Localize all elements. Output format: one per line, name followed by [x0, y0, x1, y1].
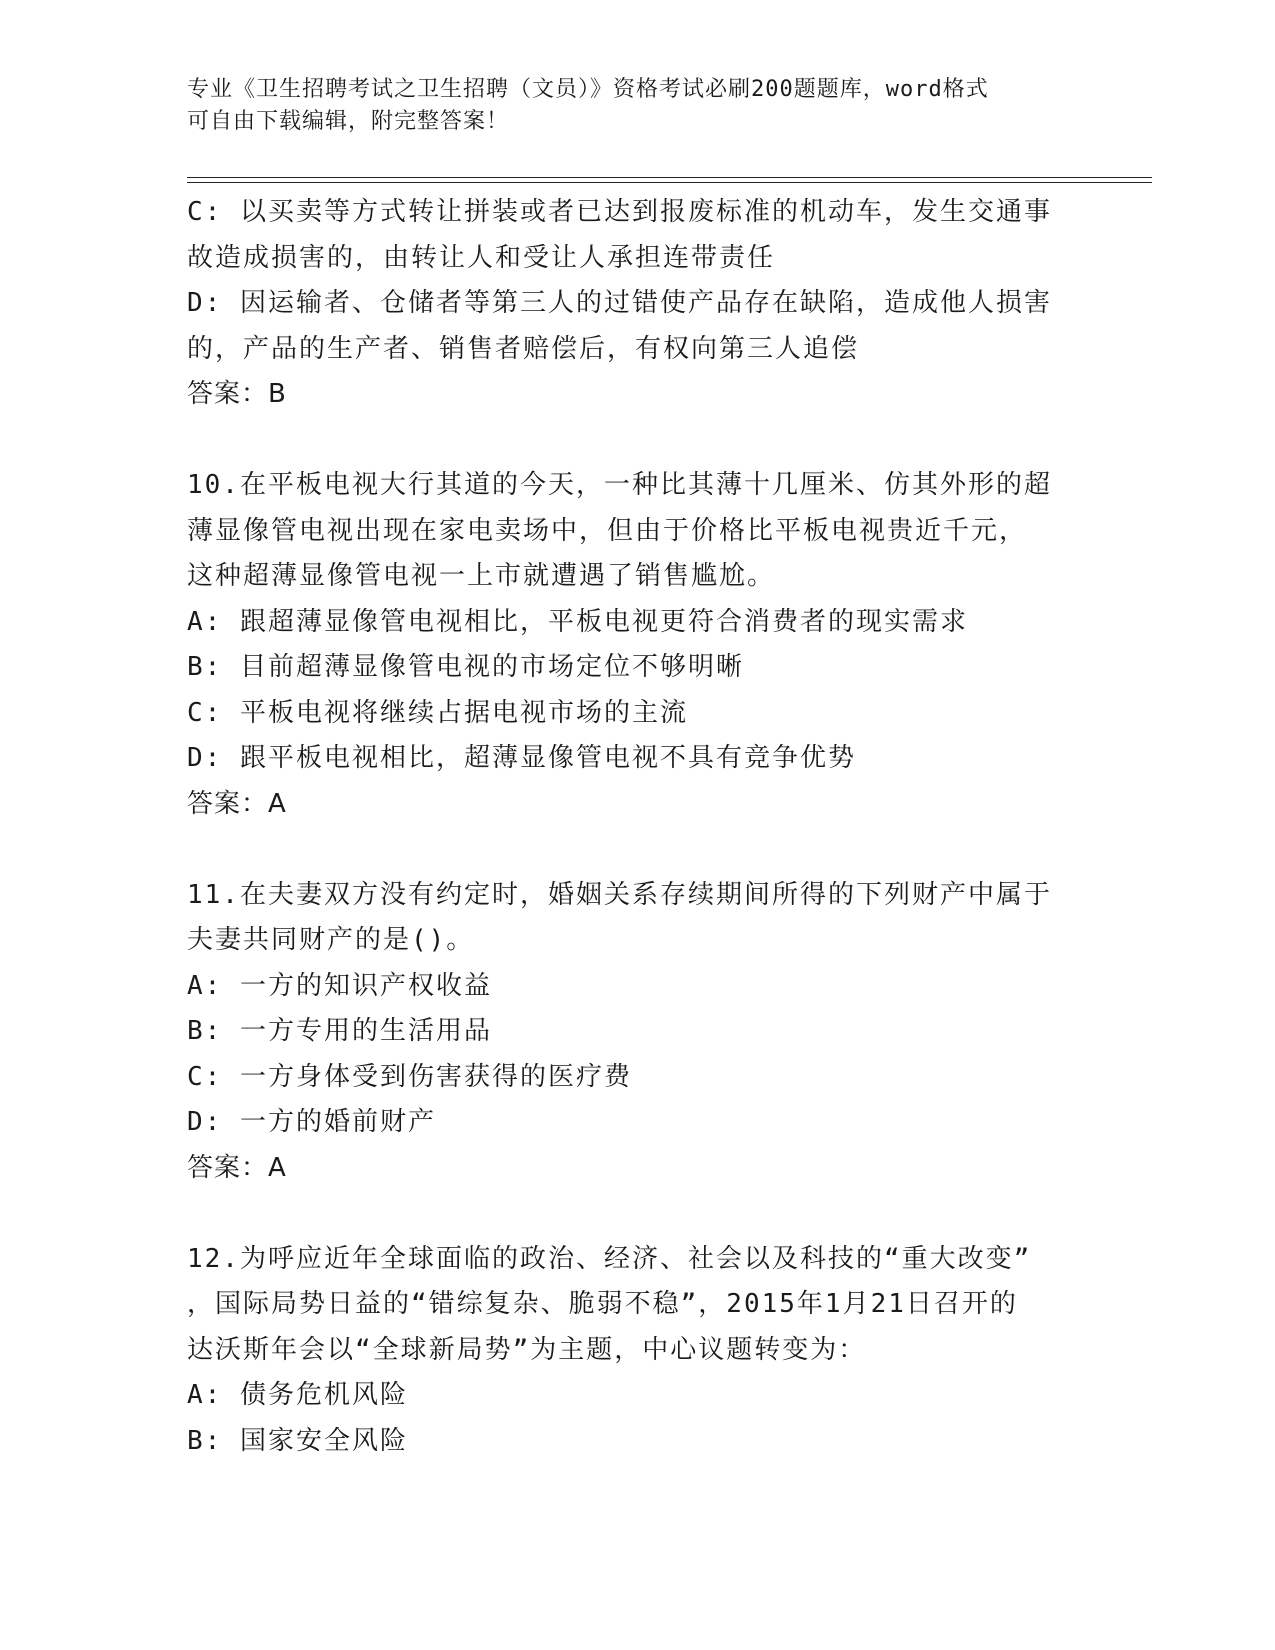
question-9-tail: [187, 190, 1087, 418]
question-stem-line-2: 薄显像管电视出现在家电卖场中，但由于价格比平板电视贵近千元，: [187, 515, 1028, 546]
answer: 答案：B: [187, 379, 287, 409]
question-stem-line-3: 达沃斯年会以“全球新局势”为主题，中心议题转变为：: [187, 1334, 867, 1365]
option-c-line-2: 故造成损害的，由转让人和受让人承担连带责任: [187, 242, 776, 273]
question-stem-line-1: 10.在平板电视大行其道的今天，一种比其薄十几厘米、仿其外形的超: [187, 470, 1052, 500]
spacer: [187, 1191, 1087, 1237]
option-c-line-1: C: 以买卖等方式转让拼装或者已达到报废标准的机动车，发生交通事: [187, 197, 1052, 227]
option-c: C: 一方身体受到伤害获得的医疗费: [187, 1061, 632, 1092]
spacer: [187, 827, 1087, 873]
question-12: [187, 1237, 1087, 1465]
option-d-line-2: 的，产品的生产者、销售者赔偿后，有权向第三人追偿: [187, 333, 860, 364]
option-c: C: 平板电视将继续占据电视市场的主流: [187, 697, 688, 728]
option-a: A: 跟超薄显像管电视相比，平板电视更符合消费者的现实需求: [187, 606, 968, 637]
document-body: [187, 190, 1087, 1464]
header-line-1: 专业《卫生招聘考试之卫生招聘（文员）》资格考试必刷200题题库，word格式: [187, 77, 989, 102]
question-stem-line-2: 夫妻共同财产的是()。: [187, 925, 475, 955]
option-b: B: 目前超薄显像管电视的市场定位不够明晰: [187, 652, 744, 682]
question-stem-line-3: 这种超薄显像管电视一上市就遭遇了销售尴尬。: [187, 561, 776, 591]
question-stem-line-2: ，国际局势日益的“错综复杂、脆弱不稳”，2015年1月21日召开的: [187, 1289, 1018, 1319]
spacer: [187, 418, 1087, 464]
header-rule-top: [187, 177, 1152, 178]
question-11: [187, 873, 1087, 1192]
question-10: [187, 463, 1087, 827]
question-stem-line-1: 12.为呼应近年全球面临的政治、经济、社会以及科技的“重大改变”: [187, 1243, 1032, 1274]
answer: 答案：A: [187, 788, 287, 819]
option-d-line-1: D: 因运输者、仓储者等第三人的过错使产品存在缺陷，造成他人损害: [187, 288, 1052, 318]
header-rule-bottom: [187, 182, 1152, 183]
option-b: B: 国家安全风险: [187, 1425, 408, 1456]
header-line-2: 可自由下载编辑，附完整答案！: [187, 109, 510, 134]
question-stem-line-1: 11.在夫妻双方没有约定时，婚姻关系存续期间所得的下列财产中属于: [187, 879, 1052, 910]
option-a: A: 一方的知识产权收益: [187, 970, 492, 1001]
answer: 答案：A: [187, 1152, 287, 1183]
option-d: D: 跟平板电视相比，超薄显像管电视不具有竞争优势: [187, 743, 856, 773]
option-a: A: 债务危机风险: [187, 1380, 408, 1410]
option-d: D: 一方的婚前财产: [187, 1107, 436, 1137]
document-header: [187, 74, 1067, 138]
option-b: B: 一方专用的生活用品: [187, 1016, 492, 1046]
